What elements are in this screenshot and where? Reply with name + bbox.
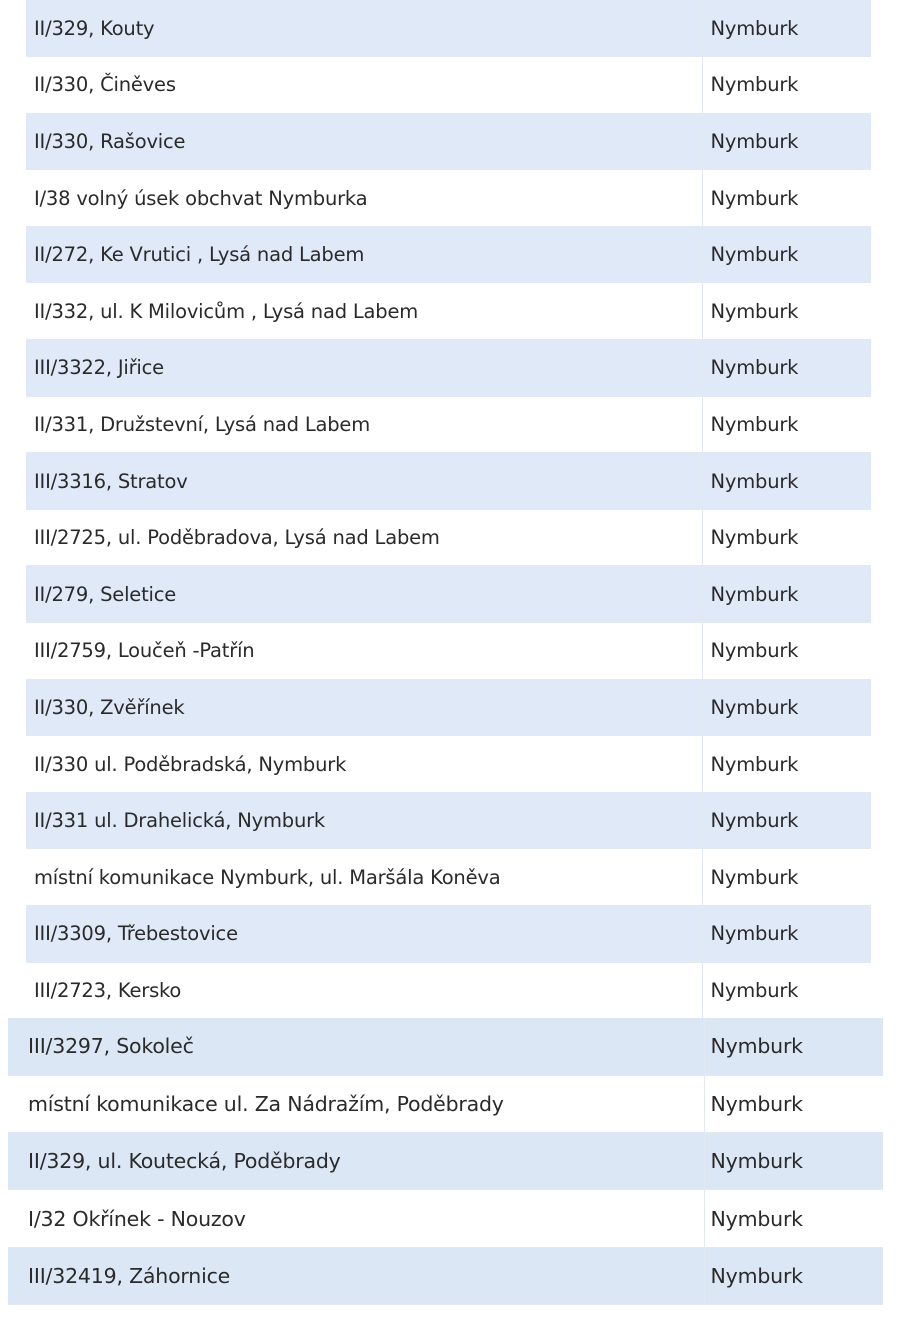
road-cell: II/272, Ke Vrutici , Lysá nad Labem — [26, 226, 702, 283]
district-cell: Nymburk — [702, 0, 871, 57]
road-cell: II/330 ul. Poděbradská, Nymburk — [26, 736, 702, 793]
district-cell: Nymburk — [702, 509, 871, 566]
table-row — [26, 623, 871, 680]
table-row — [26, 340, 871, 397]
road-cell: II/329, Kouty — [26, 0, 702, 57]
road-cell: II/330, Zvěřínek — [26, 679, 702, 736]
table-row — [26, 0, 871, 57]
district-cell: Nymburk — [704, 1018, 883, 1075]
district-cell: Nymburk — [704, 1247, 883, 1304]
closures-table-bottom — [8, 1018, 883, 1305]
district-cell: Nymburk — [702, 906, 871, 963]
district-cell: Nymburk — [702, 736, 871, 793]
district-cell: Nymburk — [702, 113, 871, 170]
table-row — [26, 679, 871, 736]
district-cell: Nymburk — [702, 623, 871, 680]
road-cell: III/32419, Záhornice — [8, 1247, 704, 1304]
road-cell: III/2725, ul. Poděbradova, Lysá nad Labem — [26, 509, 702, 566]
road-cell: III/3316, Stratov — [26, 453, 702, 510]
table-row — [8, 1018, 883, 1075]
district-cell: Nymburk — [702, 283, 871, 340]
road-cell: místní komunikace Nymburk, ul. Maršála Koněva — [26, 849, 702, 906]
road-cell: II/330, Činěves — [26, 57, 702, 114]
road-cell: II/279, Seletice — [26, 566, 702, 623]
table-row — [8, 1247, 883, 1304]
table-body — [8, 1018, 883, 1304]
table-row — [8, 1075, 883, 1132]
district-cell: Nymburk — [704, 1133, 883, 1190]
road-cell: místní komunikace ul. Za Nádražím, Poděbrady — [8, 1075, 704, 1132]
table-row — [26, 283, 871, 340]
table-row — [8, 1133, 883, 1190]
table-row — [26, 509, 871, 566]
road-cell: III/3322, Jiřice — [26, 340, 702, 397]
district-cell: Nymburk — [702, 962, 871, 1019]
district-cell: Nymburk — [702, 396, 871, 453]
district-cell: Nymburk — [704, 1190, 883, 1247]
table-row — [26, 57, 871, 114]
table-row — [26, 396, 871, 453]
road-cell: III/2723, Kersko — [26, 962, 702, 1019]
table-row — [26, 792, 871, 849]
district-cell: Nymburk — [702, 792, 871, 849]
road-cell: I/38 volný úsek obchvat Nymburka — [26, 170, 702, 227]
district-cell: Nymburk — [702, 170, 871, 227]
district-cell: Nymburk — [702, 453, 871, 510]
district-cell: Nymburk — [702, 57, 871, 114]
table-body — [26, 0, 871, 1019]
road-cell: III/2759, Loučeň -Patřín — [26, 623, 702, 680]
closures-table — [26, 0, 871, 1019]
road-cell: I/32 Okřínek - Nouzov — [8, 1190, 704, 1247]
road-cell: II/330, Rašovice — [26, 113, 702, 170]
table-row — [26, 566, 871, 623]
closures-table-top — [26, 0, 871, 1019]
table-row — [26, 226, 871, 283]
road-cell: II/331, Družstevní, Lysá nad Labem — [26, 396, 702, 453]
table-row — [26, 170, 871, 227]
table-row — [26, 113, 871, 170]
district-cell: Nymburk — [702, 566, 871, 623]
district-cell: Nymburk — [704, 1075, 883, 1132]
table-row — [26, 453, 871, 510]
table-row — [26, 906, 871, 963]
table-row — [26, 736, 871, 793]
table-row — [8, 1190, 883, 1247]
road-cell: II/332, ul. K Milovicům , Lysá nad Labem — [26, 283, 702, 340]
road-cell: II/331 ul. Drahelická, Nymburk — [26, 792, 702, 849]
closures-table-continued — [8, 1018, 883, 1305]
road-cell: III/3297, Sokoleč — [8, 1018, 704, 1075]
district-cell: Nymburk — [702, 226, 871, 283]
table-row — [26, 962, 871, 1019]
table-row — [26, 849, 871, 906]
road-cell: II/329, ul. Koutecká, Poděbrady — [8, 1133, 704, 1190]
road-cell: III/3309, Třebestovice — [26, 906, 702, 963]
district-cell: Nymburk — [702, 340, 871, 397]
district-cell: Nymburk — [702, 679, 871, 736]
district-cell: Nymburk — [702, 849, 871, 906]
